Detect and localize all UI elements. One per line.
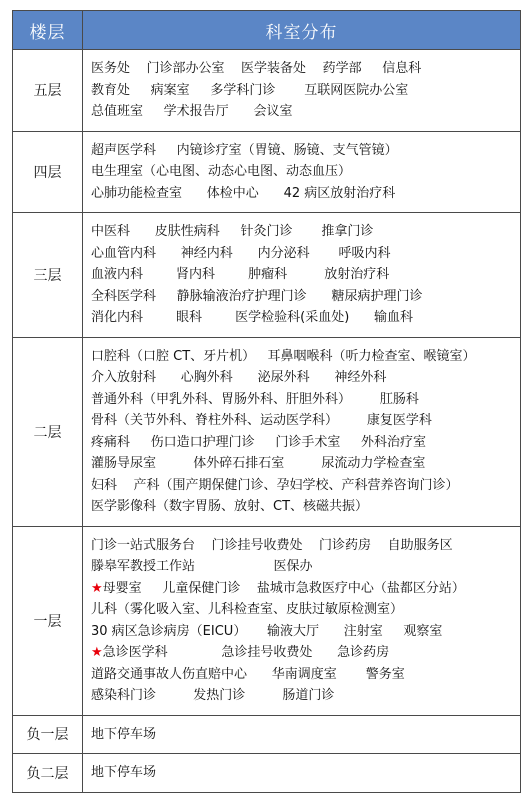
department-line: 骨科（关节外科、脊柱外科、运动医学科） 康复医学科 [91,413,432,428]
floor-name: 负二层 [13,754,83,793]
department-line: 疼痛科 伤口造口护理门诊 门诊手术室 外科治疗室 [91,434,426,450]
department-line: 血液内科 肾内科 肿瘤科 放射治疗科 [91,267,390,282]
table-body [13,50,521,793]
department-line: 感染科门诊 发热门诊 肠道门诊 [91,688,335,703]
department-line: 心肺功能检查室 体检中心 42 病区放射治疗科 [91,185,396,201]
department-line: 介入放射科 心胸外科 泌尿外科 神经外科 [91,370,387,385]
department-line: 地下停车场 [91,765,157,780]
department-list [83,213,521,338]
department-line: 地下停车场 [91,726,157,742]
star-icon: ★ [91,645,103,660]
star-icon: ★ [91,580,103,596]
department-list [83,50,521,132]
floor-name: 负一层 [13,715,83,754]
department-line: 妇科 产科（围产期保健门诊、孕妇学校、产科营养咨询门诊） [91,477,459,493]
floor-row [13,213,521,338]
department-line: 超声医学科 内镜诊疗室（胃镜、肠镜、支气管镜） [91,142,398,158]
department-line: 普通外科（甲乳外科、胃肠外科、肝胆外科） 肛肠科 [91,391,419,407]
floor-row [13,715,521,754]
floor-directory-table [12,10,521,793]
department-line: 消化内科 眼科 医学检验科(采血处) 输血科 [91,310,414,325]
department-line: 口腔科（口腔 CT、牙片机） 耳鼻咽喉科（听力检查室、喉镜室） [91,348,476,364]
department-line: 医务处 门诊部办公室 医学装备处 药学部 信息科 [91,61,422,76]
header-departments: 科室分布 [83,11,521,50]
floor-row [13,131,521,213]
department-list [83,131,521,213]
department-list [83,754,521,793]
department-line: 医学影像科（数字胃肠、放射、CT、核磁共振） [91,499,369,514]
department-list [83,526,521,715]
floor-name: 一层 [13,526,83,715]
floor-row [13,754,521,793]
department-line: 心血管内科 神经内科 内分泌科 呼吸内科 [91,245,391,261]
department-line: 电生理室（心电图、动态心电图、动态血压） [91,164,352,179]
department-line: 中医科 皮肤性病科 针灸门诊 推拿门诊 [91,224,374,239]
floor-row [13,526,521,715]
department-line: 滕皋军教授工作站 医保办 [91,559,313,574]
department-line: 门诊一站式服务台 门诊挂号收费处 门诊药房 自助服务区 [91,537,453,553]
department-line: 总值班室 学术报告厅 会议室 [91,104,293,119]
floor-name: 二层 [13,337,83,526]
department-line: ★急诊医学科 急诊挂号收费处 急诊药房 [91,645,390,660]
department-line: 教育处 病案室 多学科门诊 互联网医院办公室 [91,82,409,98]
department-list [83,715,521,754]
header-floor: 楼层 [13,11,83,50]
floor-name: 五层 [13,50,83,132]
floor-name: 三层 [13,213,83,338]
department-line: 灌肠导尿室 体外碎石排石室 尿流动力学检查室 [91,456,426,471]
floor-row [13,50,521,132]
floor-name: 四层 [13,131,83,213]
department-line: ★母婴室 儿童保健门诊 盐城市急救医疗中心（盐都区分站） [91,580,465,596]
department-line: 儿科（雾化吸入室、儿科检查室、皮肤过敏原检测室） [91,602,404,617]
table-header-row [13,11,521,50]
floor-row [13,337,521,526]
department-line: 30 病区急诊病房（EICU） 输液大厅 注射室 观察室 [91,623,443,639]
department-list [83,337,521,526]
department-line: 全科医学科 静脉输液治疗护理门诊 糖尿病护理门诊 [91,288,423,304]
department-line: 道路交通事故人伤直赔中心 华南调度室 警务室 [91,666,405,682]
